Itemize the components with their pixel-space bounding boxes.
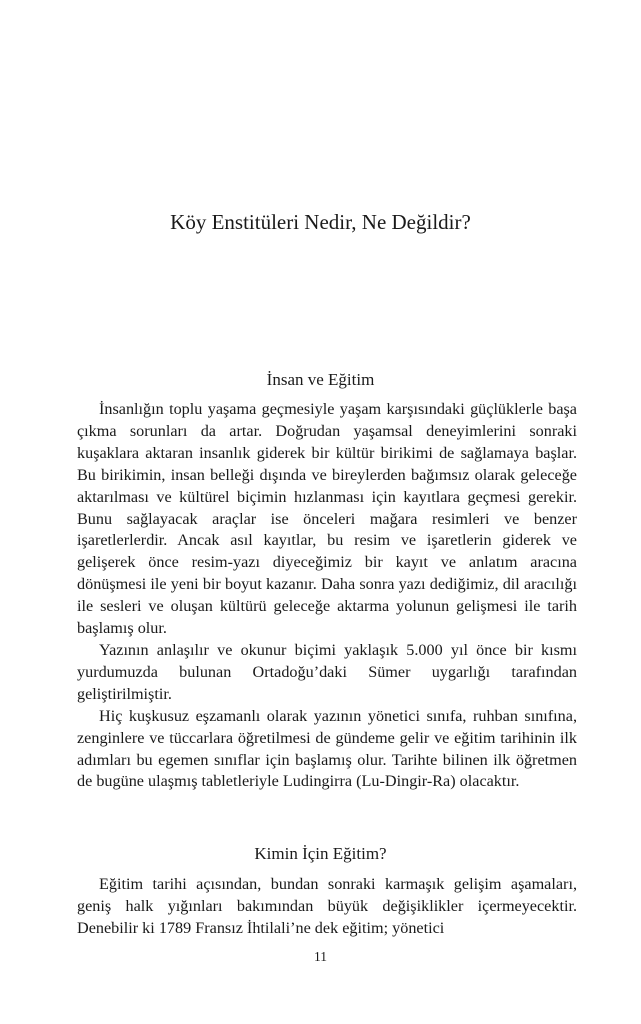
paragraph: Yazının anlaşılır ve okunur biçimi yaklaşık 5.000 yıl önce bir kısmı yurdumuzda bulunan Ortadoğu’daki Sümer uygarlığı tarafından geliştirilmiştir. xyxy=(77,640,577,703)
paragraph: İnsanlığın toplu yaşama geçmesiyle yaşam karşısındaki güçlüklerle başa çıkma sorunları da artar. Doğrudan yaşamsal deneyimlerini sonraki kuşaklara aktaran insanlık giderek bir kültür birikimi de sağlamaya başlar. Bu birikimin, insan belleği dışında ve bireylerden bağımsız olarak geleceğe aktarılması ve kültürel biçimin hızlanması için kayıtlara geçmesi gerekir. Bunu sağlayacak araçlar ise önceleri mağara resimleri ve benzer işaretlerlerdir. Ancak asıl kayıtlar, bu resim ve işaretlerin giderek ve gelişerek önce resim-yazı diyeceğimiz bir kayıt ve anlatım aracına dönüşmesi ile yeni bir boyut kazanır. Daha sonra yazı dediğimiz, dil aracılığı ile sesleri ve oluşan kültürü geleceğe aktarma yolunun gelişmesi ile tarih başlamış olur. xyxy=(77,400,577,638)
section-heading-kimin-icin-egitim: Kimin İçin Eğitim? xyxy=(254,844,387,863)
page-number: 11 xyxy=(314,949,327,964)
paragraph: Eğitim tarihi açısından, bundan sonraki karmaşık gelişim aşamaları, geniş halk yığınları bakımından büyük değişiklikler içermeyecektir. Denebilir ki 1789 Fransız İhtilali’ne dek eğitim; yönetici xyxy=(77,875,577,937)
section-body-insan-ve-egitim xyxy=(77,399,577,793)
section-body-kimin-icin-egitim xyxy=(77,874,577,940)
paragraph: Hiç kuşkusuz eşzamanlı olarak yazının yönetici sınıfa, ruhban sınıfına, zenginlere ve tüccarlara öğretilmesi de gündeme gelir ve eğitim tarihinin ilk adımları bu egemen sınıflar için başlamış olur. Tarihte bilinen ilk öğretmen de bugüne ulaşmış tabletleriyle Ludingirra (Lu-Dingir-Ra) olacaktır. xyxy=(77,706,577,791)
section-heading-insan-ve-egitim: İnsan ve Eğitim xyxy=(266,370,375,389)
chapter-title: Köy Enstitüleri Nedir, Ne Değildir? xyxy=(170,210,471,234)
